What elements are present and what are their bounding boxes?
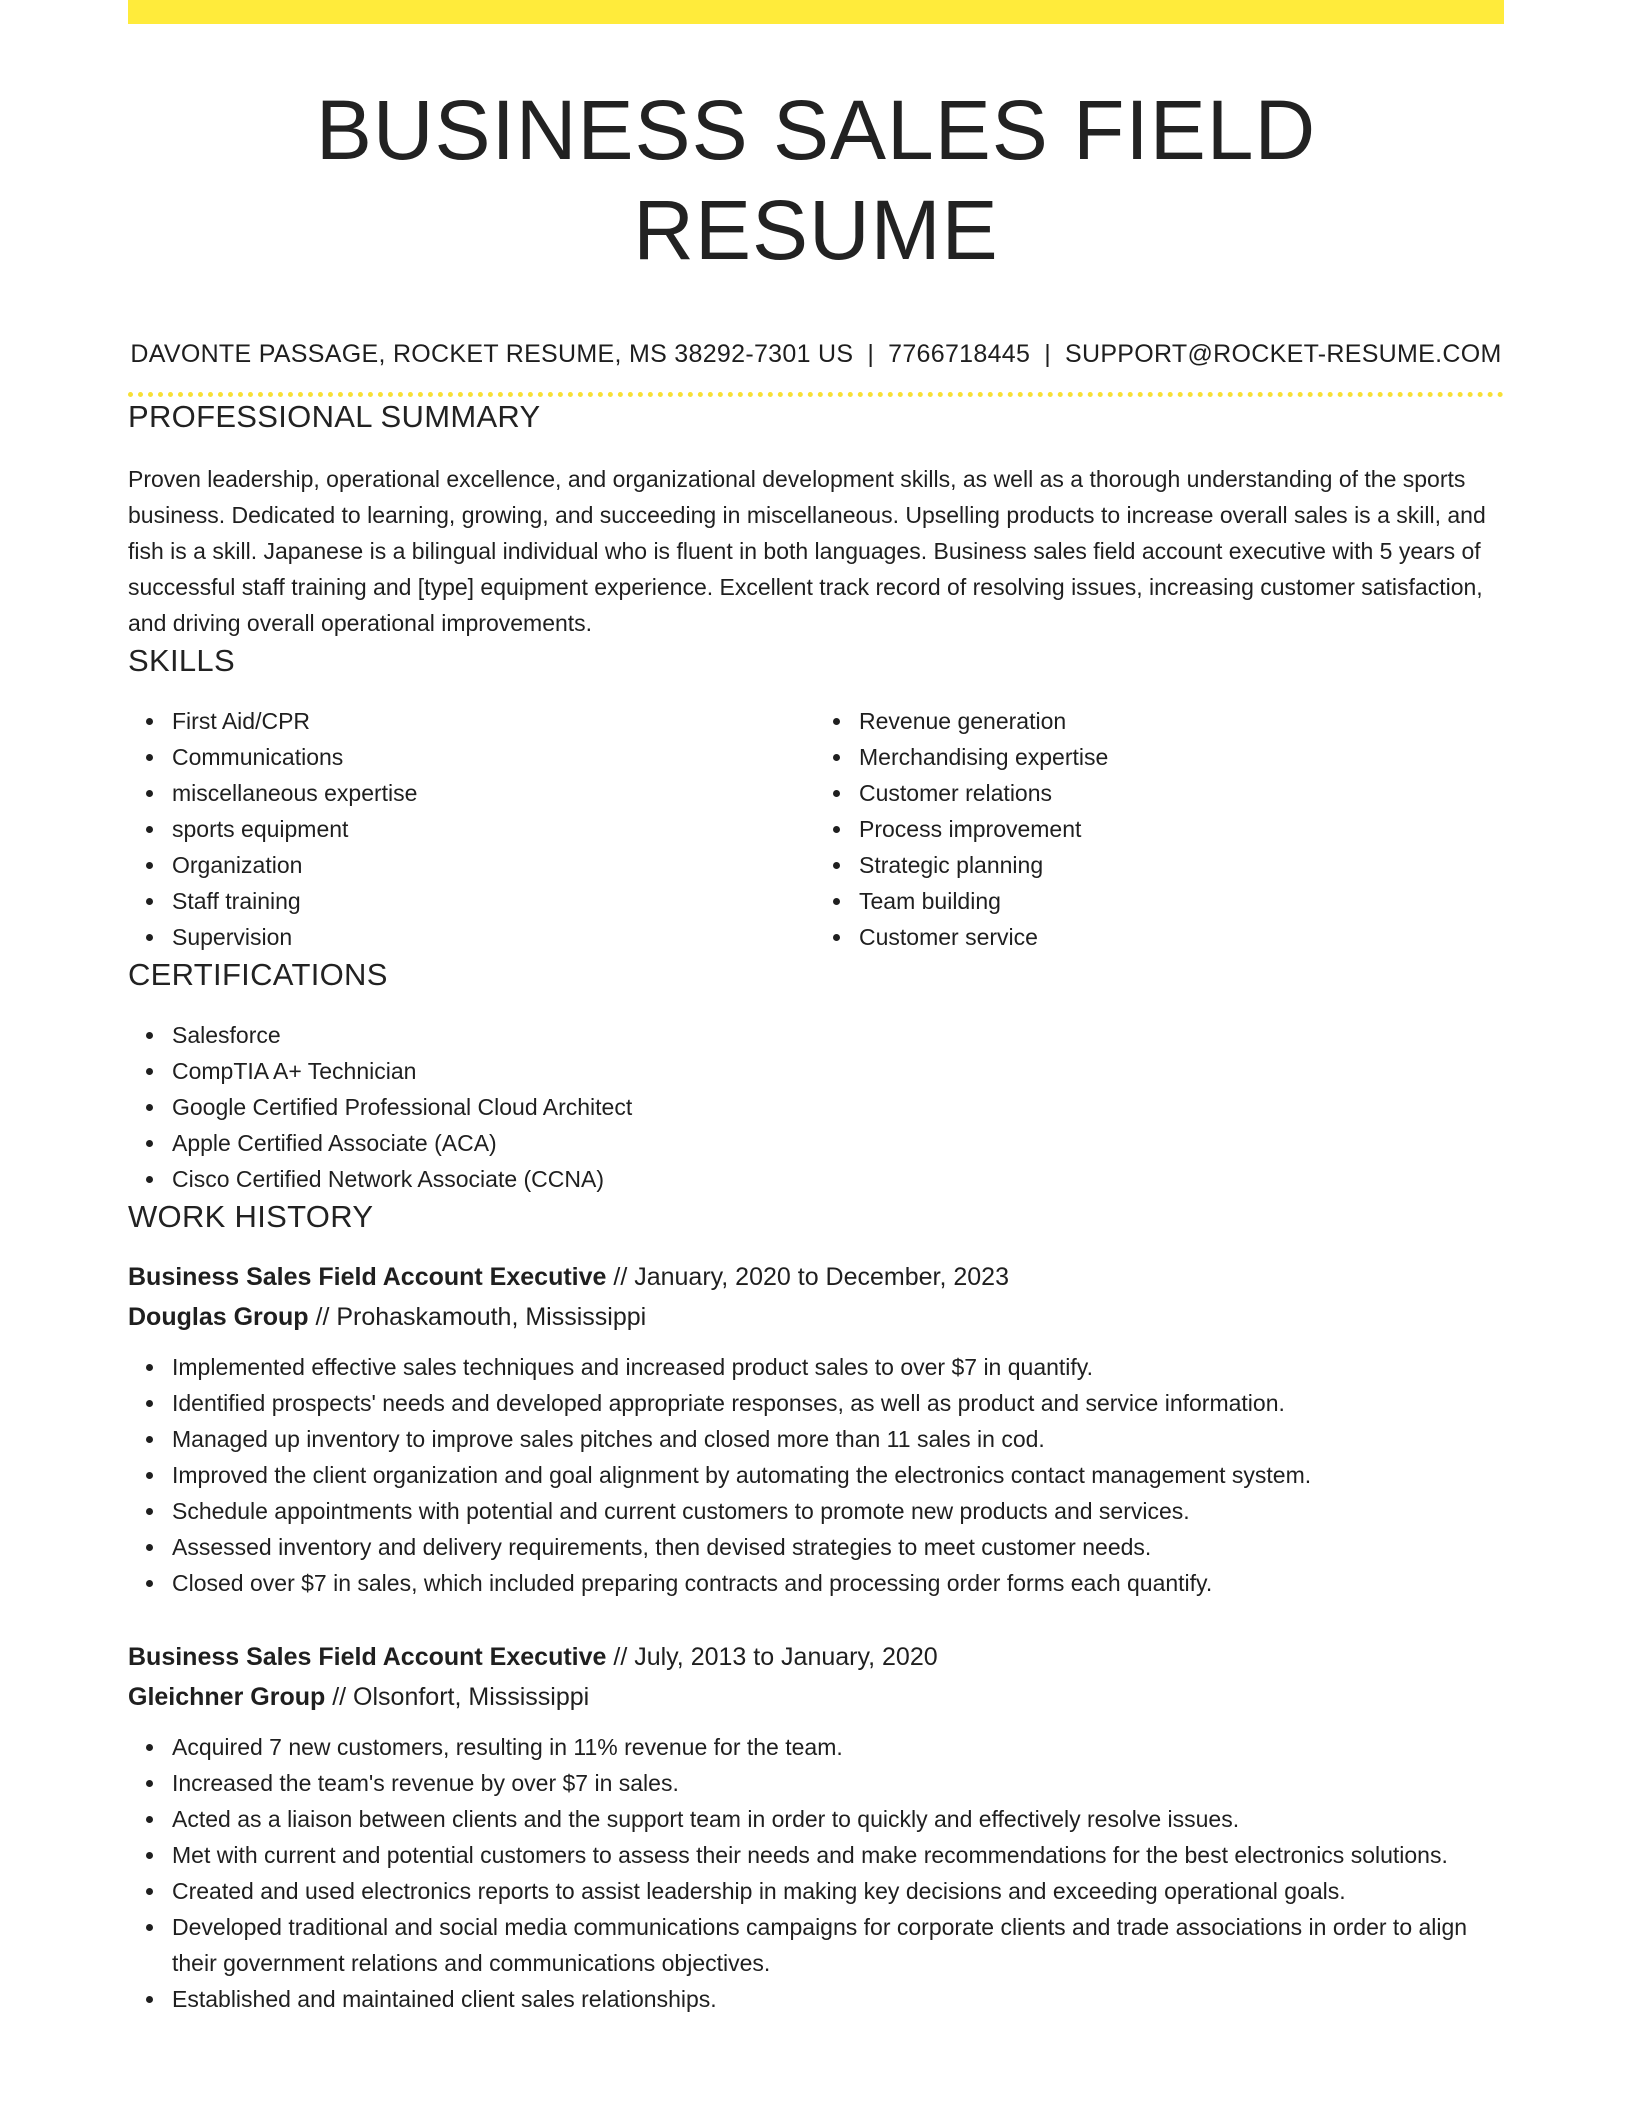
certification-item: Cisco Certified Network Associate (CCNA) [172,1161,1504,1197]
skill-item: miscellaneous expertise [172,775,817,811]
job-bullet: Implemented effective sales techniques and increased product sales to over $7 in quantify. [172,1349,1504,1385]
work-history-section [128,1197,1504,2017]
resume-title: BUSINESS SALES FIELD RESUME [315,83,1317,277]
certification-item: Google Certified Professional Cloud Architect [172,1089,1504,1125]
certifications-section [128,955,1504,1197]
job-bullet: Managed up inventory to improve sales pitches and closed more than 11 sales in cod. [172,1421,1504,1457]
job-title: Business Sales Field Account Executive [128,1263,607,1291]
summary-text: Proven leadership, operational excellence, and organizational development skills, as well as a thorough understanding of the sports business. Dedicated to learning, growing, and succeeding in miscellaneous. Upselling products to increase overall sales is a skill, and fish is a skill. Japanese is a bilingual individual who is fluent in both languages. Business sales field account executive with 5 years of successful staff training and [type] equipment experience. Excellent track record of resolving issues, increasing customer satisfaction, and driving overall operational improvements. [128,466,1486,636]
contact-phone: 7766718445 [888,340,1031,368]
job-bullet: Acted as a liaison between clients and the support team in order to quickly and effectively resolve issues. [172,1801,1504,1837]
job-location: // Prohaskamouth, Mississippi [308,1303,647,1331]
skill-item: Customer service [859,919,1504,955]
skill-item: Supervision [172,919,817,955]
work-history-heading: WORK HISTORY [128,1199,374,1234]
skill-item: Team building [859,883,1504,919]
job-bullet: Identified prospects' needs and developed appropriate responses, as well as product and service information. [172,1385,1504,1421]
summary-heading: PROFESSIONAL SUMMARY [128,399,541,434]
job-bullet: Assessed inventory and delivery requirements, then devised strategies to meet customer needs. [172,1529,1504,1565]
skills-list-left [128,703,817,955]
job-bullet: Established and maintained client sales relationships. [172,1981,1504,2017]
job-bullet: Increased the team's revenue by over $7 in sales. [172,1765,1504,1801]
skill-item: Staff training [172,883,817,919]
job-title: Business Sales Field Account Executive [128,1643,607,1671]
skill-item: Customer relations [859,775,1504,811]
resume-page [128,0,1504,2017]
job-dates: // July, 2013 to January, 2020 [606,1643,938,1671]
skills-grid [128,703,1504,955]
job-company-line [128,1677,1504,1717]
job-entry [128,1637,1504,2017]
contact-email: SUPPORT@ROCKET-RESUME.COM [1064,340,1502,368]
skills-heading: SKILLS [128,643,235,678]
job-bullet-list [128,1729,1504,2017]
certification-item: Salesforce [172,1017,1504,1053]
certification-item: CompTIA A+ Technician [172,1053,1504,1089]
skills-section [128,641,1504,955]
skill-item: First Aid/CPR [172,703,817,739]
skills-list-right [817,703,1504,955]
job-title-line [128,1257,1504,1297]
job-company: Gleichner Group [128,1683,326,1711]
job-title-line [128,1637,1504,1677]
job-bullet: Met with current and potential customers to assess their needs and make recommendations for the best electronics solutions. [172,1837,1504,1873]
skill-item: Communications [172,739,817,775]
jobs-container [128,1257,1504,2017]
job-location: // Olsonfort, Mississippi [325,1683,590,1711]
skill-item: Strategic planning [859,847,1504,883]
contact-address: DAVONTE PASSAGE, ROCKET RESUME, MS 38292-7301 US [130,340,854,368]
skill-item: Revenue generation [859,703,1504,739]
certification-item: Apple Certified Associate (ACA) [172,1125,1504,1161]
job-bullet: Improved the client organization and goal alignment by automating the electronics contact management system. [172,1457,1504,1493]
job-bullet: Closed over $7 in sales, which included preparing contracts and processing order forms each quantify. [172,1565,1504,1601]
skill-item: Process improvement [859,811,1504,847]
skill-item: sports equipment [172,811,817,847]
job-company: Douglas Group [128,1303,309,1331]
certifications-heading: CERTIFICATIONS [128,957,388,992]
contact-separator: | [867,340,875,368]
skill-item: Organization [172,847,817,883]
job-bullet: Created and used electronics reports to assist leadership in making key decisions and exceeding operational goals. [172,1873,1504,1909]
job-bullet-list [128,1349,1504,1601]
job-bullet: Acquired 7 new customers, resulting in 11% revenue for the team. [172,1729,1504,1765]
contact-separator: | [1044,340,1051,368]
certifications-list [128,1017,1504,1197]
accent-bar [128,0,1504,24]
job-entry [128,1257,1504,1601]
skill-item: Merchandising expertise [859,739,1504,775]
contact-line [128,338,1504,370]
job-bullet: Schedule appointments with potential and current customers to promote new products and services. [172,1493,1504,1529]
job-bullet: Developed traditional and social media communications campaigns for corporate clients and trade associations in order to align their government relations and communications objectives. [172,1909,1504,1981]
summary-section [128,397,1504,641]
job-dates: // January, 2020 to December, 2023 [606,1263,1009,1291]
job-company-line [128,1297,1504,1337]
